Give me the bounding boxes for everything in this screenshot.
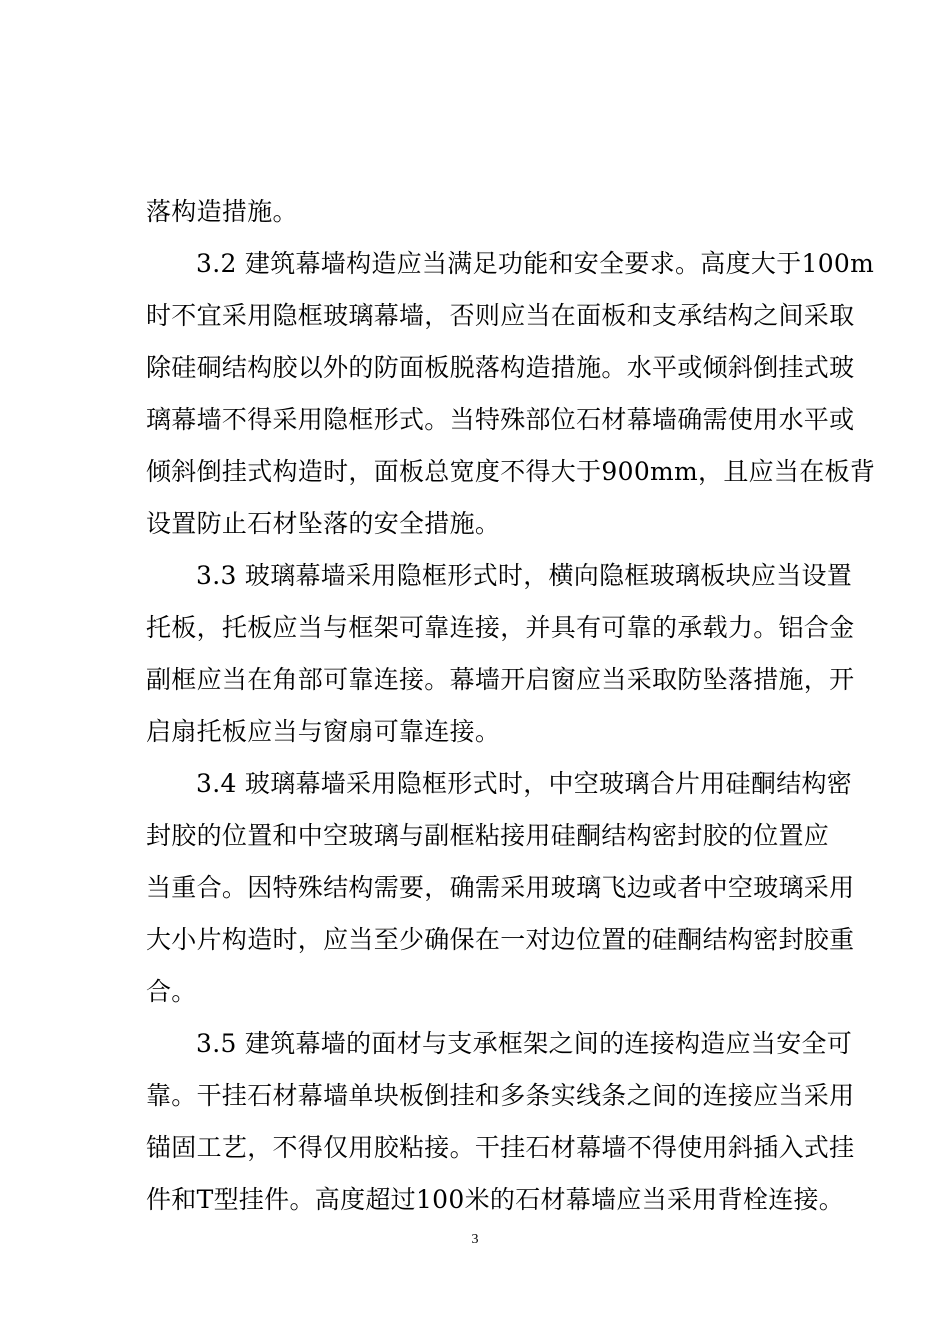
paragraph-line: 当重合。因特殊结构需要，确需采用玻璃飞边或者中空玻璃采用 (146, 873, 855, 902)
section-3-5-line: 3.5 建筑幕墙的面材与支承框架之间的连接构造应当安全可 (196, 1029, 853, 1058)
paragraph-line: 合。 (146, 977, 197, 1006)
section-3-2-line: 3.2 建筑幕墙构造应当满足功能和安全要求。高度大于100m (196, 249, 875, 278)
paragraph-line: 托板，托板应当与框架可靠连接，并具有可靠的承载力。铝合金 (146, 613, 855, 642)
paragraph-line: 璃幕墙不得采用隐框形式。当特殊部位石材幕墙确需使用水平或 (146, 405, 855, 434)
page-number: 3 (471, 1232, 479, 1247)
section-3-4-line: 3.4 玻璃幕墙采用隐框形式时，中空玻璃合片用硅酮结构密 (196, 769, 853, 798)
paragraph-line: 落构造措施。 (146, 197, 298, 226)
paragraph-line: 副框应当在角部可靠连接。幕墙开启窗应当采取防坠落措施，开 (146, 665, 855, 694)
document-body (146, 186, 876, 1226)
paragraph-line: 锚固工艺，不得仅用胶粘接。干挂石材幕墙不得使用斜插入式挂 (146, 1133, 855, 1162)
paragraph-line: 时不宜采用隐框玻璃幕墙，否则应当在面板和支承结构之间采取 (146, 301, 855, 330)
paragraph-line: 倾斜倒挂式构造时，面板总宽度不得大于900mm，且应当在板背 (146, 457, 876, 486)
paragraph-line: 设置防止石材坠落的安全措施。 (146, 509, 501, 538)
paragraph-line: 除硅硐结构胶以外的防面板脱落构造措施。水平或倾斜倒挂式玻 (146, 353, 855, 382)
section-3-3-line: 3.3 玻璃幕墙采用隐框形式时，横向隐框玻璃板块应当设置 (196, 561, 853, 590)
paragraph-line: 靠。干挂石材幕墙单块板倒挂和多条实线条之间的连接应当采用 (146, 1081, 855, 1110)
paragraph-line: 件和T型挂件。高度超过100米的石材幕墙应当采用背栓连接。 (146, 1185, 845, 1214)
paragraph-line: 启扇托板应当与窗扇可靠连接。 (146, 717, 501, 746)
paragraph-line: 大小片构造时，应当至少确保在一对边位置的硅酮结构密封胶重 (146, 925, 855, 954)
paragraph-line: 封胶的位置和中空玻璃与副框粘接用硅酮结构密封胶的位置应 (146, 821, 830, 850)
